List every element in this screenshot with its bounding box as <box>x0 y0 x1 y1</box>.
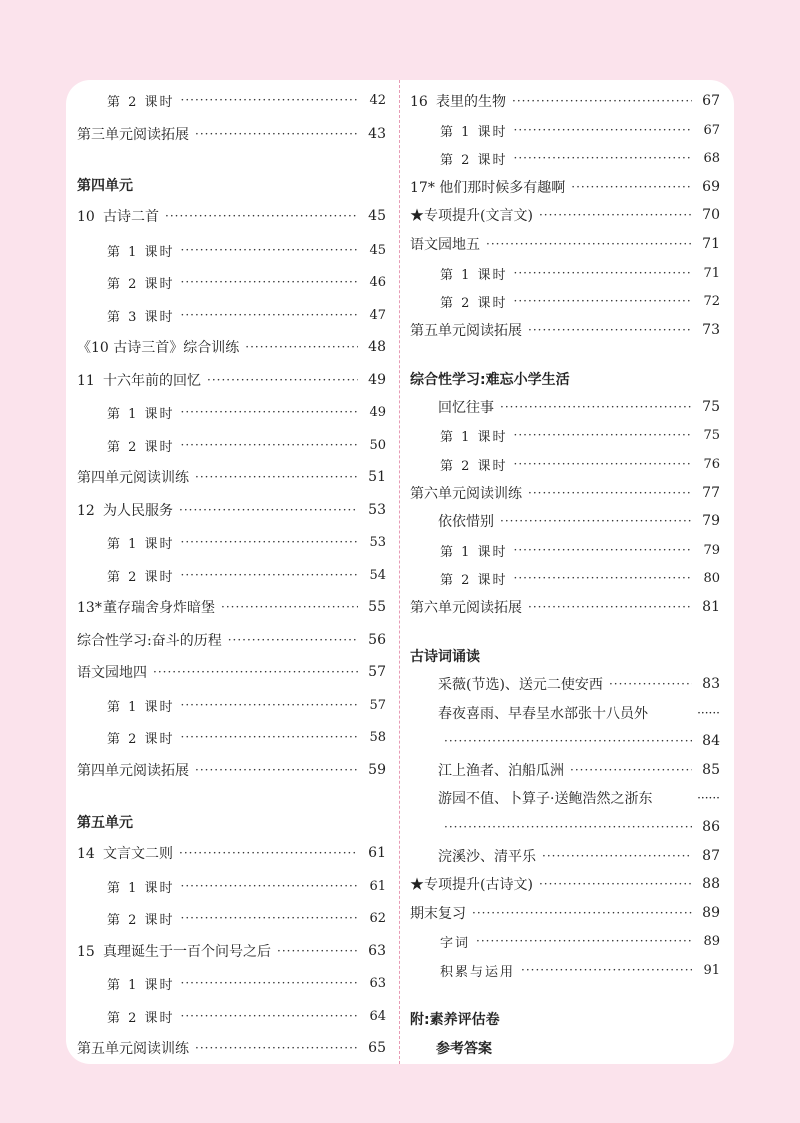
entry-title <box>107 696 175 715</box>
entry-text: 第 1 课时 <box>107 977 175 993</box>
page-number: 42 <box>369 92 386 108</box>
leader-dots <box>181 730 358 744</box>
entry-text: 第 2 课时 <box>107 276 175 292</box>
toc-entry[interactable] <box>77 758 386 782</box>
page-number: 56 <box>368 632 386 648</box>
entry-title <box>77 175 386 195</box>
page-number: 87 <box>702 848 720 864</box>
toc-entry[interactable] <box>107 238 386 262</box>
page-number: 61 <box>369 878 386 894</box>
toc-entry[interactable] <box>107 530 386 554</box>
entry-title <box>107 91 175 110</box>
page-number: 88 <box>702 876 720 892</box>
entry-title <box>410 91 506 111</box>
leader-dots <box>181 93 358 107</box>
entry-title <box>77 467 189 487</box>
toc-entry[interactable] <box>107 433 386 457</box>
entry-title <box>440 932 470 951</box>
entry-text: 回忆往事 <box>438 400 494 416</box>
entry-title <box>107 909 175 928</box>
leader-dots <box>179 503 358 517</box>
leader-dots <box>571 180 692 194</box>
leader-dots <box>486 237 692 251</box>
entry-title <box>410 320 522 340</box>
entry-title <box>440 961 515 980</box>
toc-entry[interactable] <box>440 261 720 285</box>
page-number: 64 <box>369 1008 386 1024</box>
leader-dots <box>514 123 692 137</box>
entry-title <box>107 241 175 260</box>
page-number: 75 <box>702 399 720 415</box>
leader-dots <box>153 665 358 679</box>
leader-dots <box>181 275 358 289</box>
page-number: 69 <box>702 179 720 195</box>
entry-title <box>77 370 201 390</box>
page-number: 89 <box>703 933 720 949</box>
leader-dots <box>221 600 358 614</box>
leader-dots <box>181 243 358 257</box>
entry-title <box>410 483 522 503</box>
leader-dots <box>181 976 358 990</box>
leader-dots <box>528 600 692 614</box>
entry-title <box>410 369 720 389</box>
entry-title <box>440 455 508 474</box>
lesson-number: 10 <box>77 209 95 225</box>
leader-dots <box>500 514 692 528</box>
entry-text: 第 2 课时 <box>440 295 508 311</box>
toc-entry[interactable] <box>77 841 386 865</box>
entry-title <box>107 306 175 325</box>
entry-text: 第 1 课时 <box>440 544 508 560</box>
leader-dots <box>514 294 692 308</box>
entry-title <box>107 533 175 552</box>
entry-text: 第五单元阅读训练 <box>77 1041 189 1057</box>
entry-title <box>438 397 494 417</box>
leader-dots <box>181 308 358 322</box>
toc-entry[interactable] <box>410 175 720 199</box>
entry-text: 第五单元 <box>77 815 133 831</box>
page-number: 84 <box>702 733 720 749</box>
leader-dots <box>277 944 358 958</box>
leader-dots <box>228 633 358 647</box>
leader-dots <box>476 934 692 948</box>
toc-entry[interactable] <box>438 729 720 753</box>
entry-title <box>438 846 536 866</box>
leader-dots <box>570 763 692 777</box>
entry-text: 浣溪沙、清平乐 <box>438 849 536 865</box>
page-number: 43 <box>368 126 386 142</box>
toc-entry[interactable] <box>107 270 386 294</box>
entry-text: 《10 古诗三首》综合训练 <box>77 340 240 356</box>
leader-dots <box>472 906 692 920</box>
page-number: 85 <box>702 762 720 778</box>
entry-title <box>77 206 159 226</box>
entry-text: 江上渔者、泊船瓜洲 <box>438 763 564 779</box>
leader-dots <box>514 457 692 471</box>
entry-title <box>410 205 533 225</box>
entry-title <box>438 511 494 531</box>
entry-title <box>440 149 508 168</box>
page-number: 45 <box>369 242 386 258</box>
page-number: 86 <box>702 819 720 835</box>
entry-title <box>440 569 508 588</box>
entry-title <box>77 662 147 682</box>
toc-entry[interactable] <box>77 939 386 963</box>
leader-dots <box>539 208 692 222</box>
entry-title <box>410 177 565 197</box>
toc-entry[interactable] <box>410 901 720 925</box>
leader-dots <box>181 405 358 419</box>
entry-title <box>438 703 693 723</box>
page-number: 63 <box>369 975 386 991</box>
entry-title <box>440 292 508 311</box>
entry-title <box>438 674 603 694</box>
entry-text: 综合性学习:奋斗的历程 <box>77 633 222 649</box>
entry-title <box>436 1038 720 1058</box>
entry-text: 第 2 课时 <box>440 458 508 474</box>
leader-dots <box>514 266 692 280</box>
page-number: 81 <box>702 599 720 615</box>
toc-entry[interactable] <box>438 672 720 696</box>
entry-text: 第 2 课时 <box>107 912 175 928</box>
section-heading <box>436 1036 720 1060</box>
entry-text: 语文园地五 <box>410 237 480 253</box>
entry-text: 第 1 课时 <box>107 244 175 260</box>
toc-entry[interactable] <box>77 335 386 359</box>
toc-entry[interactable] <box>438 844 720 868</box>
leader-dots <box>500 400 692 414</box>
toc-entry[interactable] <box>410 481 720 505</box>
toc-entry[interactable] <box>440 118 720 142</box>
leader-dots <box>195 470 358 484</box>
entry-text: 第 2 课时 <box>107 1010 175 1026</box>
page-number: 59 <box>368 762 386 778</box>
entry-text: 字词 <box>440 935 471 951</box>
page-number: 58 <box>369 729 386 745</box>
page-number: 49 <box>368 372 386 388</box>
page-number: 71 <box>702 236 720 252</box>
entry-text: 采薇(节选)、送元二使安西 <box>438 677 603 693</box>
page-number: 57 <box>368 664 386 680</box>
toc-entry[interactable] <box>107 1004 386 1028</box>
leader-dots <box>444 820 692 834</box>
entry-text: 文言文二则 <box>103 846 173 862</box>
leader-dots <box>179 846 358 860</box>
entry-title <box>77 337 239 357</box>
leader-dots <box>181 911 358 925</box>
toc-entry[interactable] <box>438 395 720 419</box>
entry-text: 第四单元阅读拓展 <box>77 763 189 779</box>
entry-text: 语文园地四 <box>77 665 147 681</box>
entry-title <box>410 234 480 254</box>
page-number: 76 <box>703 456 720 472</box>
leader-dots <box>514 151 692 165</box>
entry-title <box>107 273 175 292</box>
entry-text: 期末复习 <box>410 906 466 922</box>
toc-entry[interactable] <box>440 566 720 590</box>
entry-text: ★专项提升(古诗文) <box>410 877 533 893</box>
entry-title <box>107 877 175 896</box>
entry-text: 第 2 课时 <box>107 731 175 747</box>
entry-title <box>410 597 522 617</box>
column-divider <box>399 80 400 1064</box>
entry-title <box>77 124 189 144</box>
page-number: 67 <box>702 93 720 109</box>
entry-text: 古诗二首 <box>103 209 159 225</box>
toc-entry[interactable] <box>77 368 386 392</box>
entry-title <box>77 500 173 520</box>
entry-text: 第 1 课时 <box>440 124 508 140</box>
toc-entry[interactable] <box>438 815 720 839</box>
lesson-number: 16 <box>410 94 428 110</box>
toc-entry[interactable] <box>410 232 720 256</box>
entry-title <box>107 566 175 585</box>
leader-dots <box>181 535 358 549</box>
toc-entry[interactable] <box>107 400 386 424</box>
entry-text: 春夜喜雨、早春呈水部张十八员外 <box>438 706 648 722</box>
entry-title <box>77 941 271 961</box>
leader-dots <box>609 677 692 691</box>
lesson-number: 12 <box>77 503 95 519</box>
entry-title <box>77 597 215 617</box>
toc-entry[interactable] <box>77 1036 386 1060</box>
entry-title <box>410 646 720 666</box>
section-heading <box>77 173 386 197</box>
leader-dots <box>195 127 358 141</box>
toc-entry[interactable] <box>107 563 386 587</box>
entry-text: 综合性学习:难忘小学生活 <box>410 372 570 388</box>
leader-dots <box>207 373 358 387</box>
entry-text: 十六年前的回忆 <box>103 373 201 389</box>
page-number: 79 <box>703 542 720 558</box>
toc-entry[interactable] <box>410 595 720 619</box>
entry-title <box>77 812 386 832</box>
page-number: 83 <box>702 676 720 692</box>
toc-entry[interactable] <box>77 498 386 522</box>
toc-entry[interactable] <box>77 628 386 652</box>
leader-dots <box>245 340 358 354</box>
entry-title <box>107 728 175 747</box>
entry-title <box>438 788 693 808</box>
entry-title <box>440 426 508 445</box>
toc-entry[interactable] <box>107 88 386 112</box>
toc-entry[interactable] <box>440 958 720 982</box>
page-number: 54 <box>369 567 386 583</box>
entry-title <box>77 1038 189 1058</box>
leader-dots <box>539 877 692 891</box>
lesson-number: 13* <box>77 600 102 616</box>
entry-text: 第 1 课时 <box>107 536 175 552</box>
entry-title <box>440 541 508 560</box>
page-number: 63 <box>368 943 386 959</box>
entry-title <box>107 436 175 455</box>
entry-title <box>107 1007 175 1026</box>
entry-title <box>107 403 175 422</box>
page-number: 71 <box>703 265 720 281</box>
lesson-number: 15 <box>77 944 95 960</box>
page-number: 91 <box>703 962 720 978</box>
section-heading <box>410 644 720 668</box>
page-number: 53 <box>368 502 386 518</box>
entry-text: 第 1 课时 <box>107 880 175 896</box>
page-number: 51 <box>368 469 386 485</box>
entry-text: 积累与运用 <box>440 964 516 980</box>
leader-dots <box>195 763 358 777</box>
leader-dots <box>514 543 692 557</box>
entry-title <box>440 264 508 283</box>
leader-dots: ······ <box>697 791 720 805</box>
entry-text: 第 1 课时 <box>107 406 175 422</box>
toc-entry[interactable] <box>440 452 720 476</box>
entry-text: 第四单元 <box>77 178 133 194</box>
page-number: 45 <box>368 208 386 224</box>
toc-entry[interactable] <box>410 872 720 896</box>
toc-entry[interactable] <box>410 203 720 227</box>
leader-dots <box>528 323 692 337</box>
page-number: 65 <box>368 1040 386 1056</box>
entry-text: 第 2 课时 <box>107 94 175 110</box>
toc-entry[interactable] <box>438 786 720 810</box>
entry-text: 第 1 课时 <box>107 699 175 715</box>
page-number: 50 <box>369 437 386 453</box>
toc-entry[interactable] <box>438 758 720 782</box>
toc-entry[interactable] <box>440 146 720 170</box>
entry-text: 第 2 课时 <box>107 439 175 455</box>
entry-text: ★专项提升(文言文) <box>410 208 533 224</box>
page-number: 49 <box>369 404 386 420</box>
page-number: 47 <box>369 307 386 323</box>
toc-entry[interactable] <box>410 89 720 113</box>
leader-dots <box>514 571 692 585</box>
entry-title <box>410 903 466 923</box>
entry-title <box>107 974 175 993</box>
entry-text: 第三单元阅读拓展 <box>77 127 189 143</box>
entry-text: 第五单元阅读拓展 <box>410 323 522 339</box>
toc-entry[interactable] <box>107 303 386 327</box>
toc-entry[interactable] <box>107 725 386 749</box>
entry-text: 表里的生物 <box>436 94 506 110</box>
page-number: 79 <box>702 513 720 529</box>
page-number: 77 <box>702 485 720 501</box>
entry-text: 第 2 课时 <box>107 569 175 585</box>
toc-entry[interactable] <box>438 701 720 725</box>
leader-dots: ······ <box>697 706 720 720</box>
entry-title <box>410 1009 720 1029</box>
toc-entry[interactable] <box>77 595 386 619</box>
entry-title <box>438 760 564 780</box>
page-number: 73 <box>702 322 720 338</box>
entry-title <box>77 760 189 780</box>
toc-entry[interactable] <box>440 423 720 447</box>
page-number: 89 <box>702 905 720 921</box>
entry-text: 游园不值、卜算子·送鲍浩然之浙东 <box>438 791 653 807</box>
page-number: 46 <box>369 274 386 290</box>
entry-text: 古诗词诵读 <box>410 649 480 665</box>
leader-dots <box>181 568 358 582</box>
page-number: 62 <box>369 910 386 926</box>
toc-entry[interactable] <box>77 465 386 489</box>
toc-entry[interactable] <box>440 538 720 562</box>
entry-title <box>77 843 173 863</box>
page-number: 53 <box>369 534 386 550</box>
page-number: 80 <box>703 570 720 586</box>
page-number: 72 <box>703 293 720 309</box>
toc-entry[interactable] <box>107 874 386 898</box>
page-number: 48 <box>368 339 386 355</box>
entry-title <box>410 874 533 894</box>
entry-text: 附:素养评估卷 <box>410 1012 500 1028</box>
section-heading <box>410 367 720 391</box>
leader-dots <box>195 1041 358 1055</box>
leader-dots <box>181 879 358 893</box>
leader-dots <box>528 486 692 500</box>
section-heading <box>77 810 386 834</box>
toc-entry[interactable] <box>107 971 386 995</box>
toc-entry[interactable] <box>440 929 720 953</box>
section-heading <box>410 1007 720 1031</box>
entry-text: 依依惜别 <box>438 514 494 530</box>
page-number: 57 <box>369 697 386 713</box>
toc-entry[interactable] <box>77 122 386 146</box>
entry-text: 第 1 课时 <box>440 429 508 445</box>
entry-text: 为人民服务 <box>103 503 173 519</box>
toc-entry[interactable] <box>77 660 386 684</box>
page-number: 67 <box>703 122 720 138</box>
leader-dots <box>181 698 358 712</box>
entry-text: 第 1 课时 <box>440 267 508 283</box>
entry-text: 第四单元阅读训练 <box>77 470 189 486</box>
leader-dots <box>181 438 358 452</box>
toc-entry[interactable] <box>440 289 720 313</box>
entry-text: 真理诞生于一百个问号之后 <box>103 944 271 960</box>
entry-text: 第 2 课时 <box>440 572 508 588</box>
page-number: 68 <box>703 150 720 166</box>
toc-entry[interactable] <box>107 906 386 930</box>
entry-text: 第 2 课时 <box>440 152 508 168</box>
page-number: 70 <box>702 207 720 223</box>
lesson-number: 11 <box>77 373 95 389</box>
page-number: 55 <box>368 599 386 615</box>
leader-dots <box>521 963 692 977</box>
toc-entry[interactable] <box>107 693 386 717</box>
entry-text: 董存瑞舍身炸暗堡 <box>103 600 215 616</box>
entry-text: 第六单元阅读拓展 <box>410 600 522 616</box>
entry-title <box>440 121 508 140</box>
entry-text: 17* 他们那时候多有趣啊 <box>410 180 566 196</box>
toc-entry[interactable] <box>410 318 720 342</box>
toc-entry[interactable] <box>77 204 386 228</box>
lesson-number: 14 <box>77 846 95 862</box>
leader-dots <box>181 1009 358 1023</box>
leader-dots <box>542 849 692 863</box>
entry-text: 第六单元阅读训练 <box>410 486 522 502</box>
leader-dots <box>512 94 692 108</box>
page-number: 61 <box>368 845 386 861</box>
page-number: 75 <box>703 427 720 443</box>
leader-dots <box>444 734 692 748</box>
leader-dots <box>165 209 358 223</box>
entry-text: 第 3 课时 <box>107 309 175 325</box>
entry-text: 参考答案 <box>436 1041 492 1057</box>
leader-dots <box>514 428 692 442</box>
toc-entry[interactable] <box>438 509 720 533</box>
entry-title <box>77 630 222 650</box>
